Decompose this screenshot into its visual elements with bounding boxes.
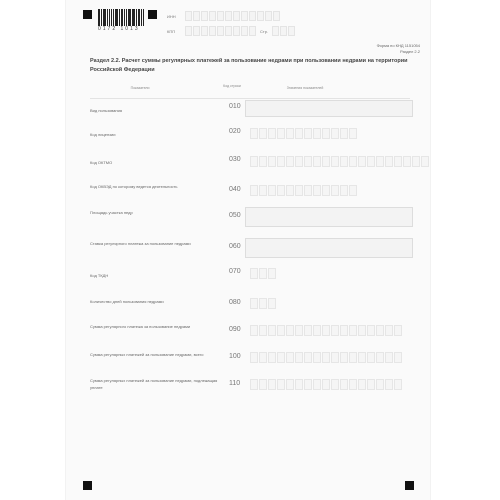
- column-head-indicator: Показатели: [130, 86, 150, 90]
- row-code: 070: [229, 268, 241, 275]
- row-label: Количество дней пользования недрами: [90, 299, 164, 304]
- row-code: 030: [229, 156, 241, 163]
- row-code: 060: [229, 243, 241, 250]
- row-value-field[interactable]: [245, 207, 413, 227]
- row-value-cells[interactable]: [250, 298, 276, 309]
- page-cells[interactable]: [272, 26, 295, 36]
- row-code: 040: [229, 186, 241, 193]
- row-code: 050: [229, 212, 241, 219]
- inn-label: ИНН: [167, 14, 176, 19]
- row-code: 020: [229, 128, 241, 135]
- row-label: Ставка регулярного платежа за пользование недрами: [90, 241, 191, 246]
- page-label: Стр.: [260, 29, 269, 34]
- row-value-cells[interactable]: [250, 185, 357, 196]
- row-label: Код ОКТМО: [90, 160, 113, 165]
- row-code: 080: [229, 299, 241, 306]
- row-value-field[interactable]: [245, 100, 413, 117]
- row-value-cells[interactable]: [250, 128, 357, 139]
- column-head-code: Код строки: [223, 84, 241, 88]
- barcode-number: 0172 1013: [98, 26, 140, 32]
- corner-marker-top-left: [83, 10, 92, 19]
- row-label: Вид пользования: [90, 108, 122, 113]
- header-divider: [90, 98, 410, 99]
- kpp-cells[interactable]: [185, 26, 256, 36]
- row-label: Код ОКВЭД по которому ведется деятельность: [90, 184, 178, 189]
- row-code: 010: [229, 103, 241, 110]
- row-label: Код лицензии: [90, 132, 116, 137]
- barcode: [98, 9, 144, 26]
- row-value-field[interactable]: [245, 238, 413, 258]
- kpp-label: КПП: [167, 29, 176, 34]
- inn-cells[interactable]: [185, 11, 280, 21]
- corner-marker-top-right: [148, 10, 157, 19]
- row-label: Сумма регулярных платежей за пользование недрами, подлежащая уплате: [90, 378, 218, 390]
- row-code: 090: [229, 326, 241, 333]
- row-code: 100: [229, 353, 241, 360]
- row-value-cells[interactable]: [250, 379, 402, 390]
- corner-marker-bottom-left: [83, 481, 92, 490]
- row-value-cells[interactable]: [250, 268, 276, 279]
- column-head-value: Значения показателей: [286, 86, 324, 90]
- row-value-cells[interactable]: [250, 325, 402, 336]
- form-section-code: Раздел 2.2: [400, 49, 420, 54]
- row-label: Код ТКДН: [90, 273, 109, 278]
- row-code: 110: [229, 380, 241, 387]
- row-label: Сумма регулярных платежей за пользование недрами, всего: [90, 352, 204, 357]
- row-label: Площадь участка недр: [90, 210, 133, 215]
- form-knd-code: Форма по КНД 1151054: [376, 43, 420, 48]
- corner-marker-bottom-right: [405, 481, 414, 490]
- section-title: Раздел 2.2. Расчет суммы регулярных платежей за пользование недрами при пользовании недрами на территории Российской Федерации: [90, 58, 408, 73]
- row-value-cells[interactable]: [250, 352, 402, 363]
- row-label: Сумма регулярного платежа за пользование недрами: [90, 324, 191, 329]
- row-value-cells[interactable]: [250, 156, 429, 167]
